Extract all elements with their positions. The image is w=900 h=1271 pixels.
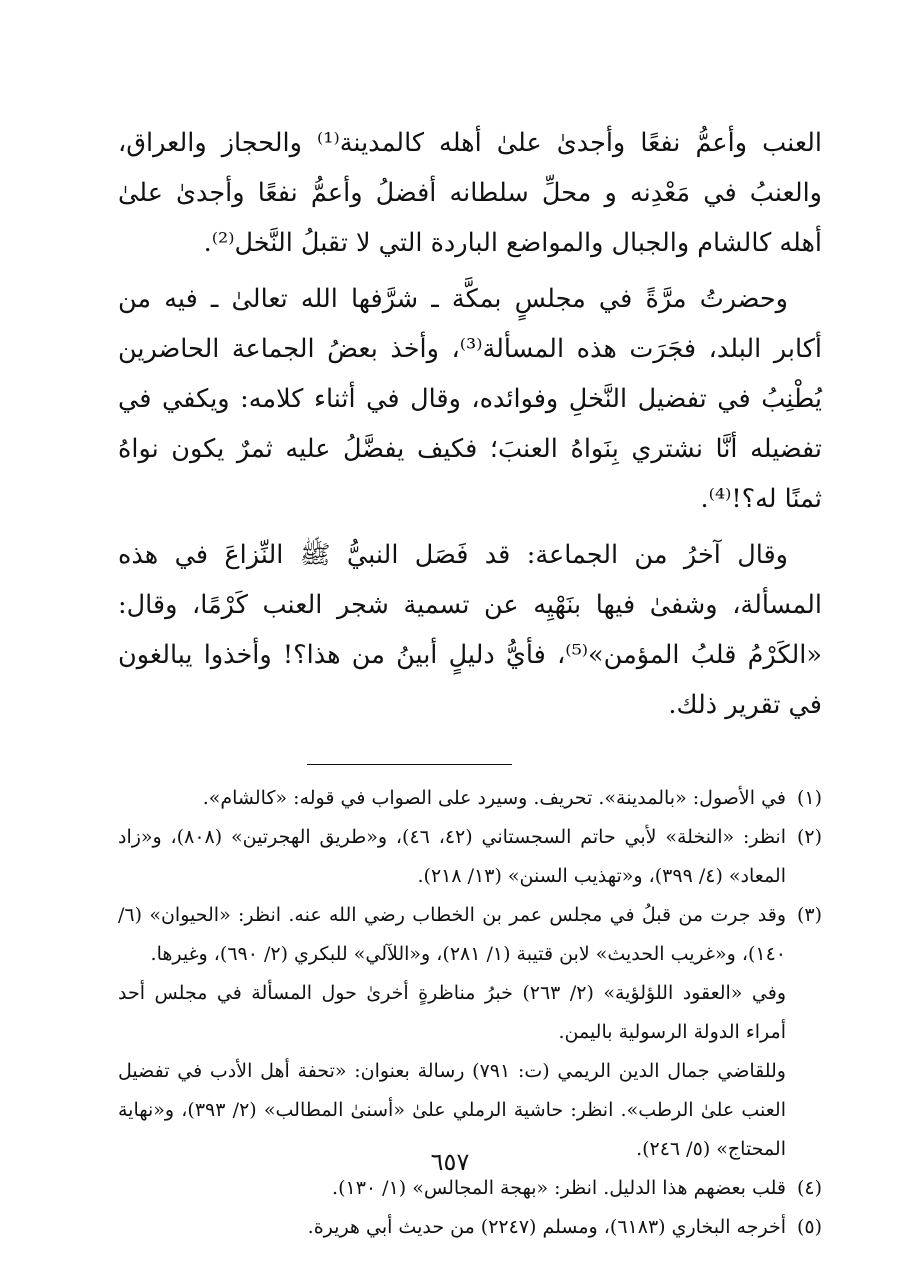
footnote-text: وفي «العقود اللؤلؤية» (٢/ ٢٦٣) خبرُ مناظرةٍ أخرىٰ حول المسألة في مجلس أحد أمراء الدولة الرسولية باليمن.	[118, 982, 786, 1043]
footnote-number: (٤)	[796, 1177, 822, 1199]
footnotes	[118, 779, 822, 1247]
footnote-text: وقد جرت من قبلُ في مجلس عمر بن الخطاب رضي الله عنه. انظر: «الحيوان» (٦/ ١٤٠)، و«غريب الحديث» لابن قتيبة (١/ ٢٨١)، و«اللآلي» للبكري (٢/ ٦٩٠)، وغيرها.	[118, 904, 786, 965]
footnote-body	[118, 779, 786, 818]
footnote-number: (٥)	[796, 1216, 822, 1238]
main-text	[118, 118, 822, 730]
footnote-text: قلب بعضهم هذا الدليل. انظر: «بهجة المجالس» (١/ ١٣٠).	[332, 1177, 786, 1199]
footnote-body	[118, 1208, 786, 1247]
footnote-5	[118, 1208, 822, 1247]
footnote-text: أخرجه البخاري (٦١٨٣)، ومسلم (٢٢٤٧) من حديث أبي هريرة.	[307, 1216, 786, 1238]
paragraph-1: العنب وأعمُّ نفعًا وأجدىٰ علىٰ أهله كالمدينة⁽¹⁾ والحجاز والعراق، والعنبُ في مَعْدِنه و محلِّ سلطانه أفضلُ وأعمُّ نفعًا وأجدىٰ علىٰ أهله كالشام والجبال والمواضع الباردة التي لا تقبلُ النَّخل⁽²⁾.	[118, 128, 822, 258]
footnote-text: وللقاضي جمال الدين الريمي (ت: ٧٩١) رسالة بعنوان: «تحفة أهل الأدب في تفضيل العنب علىٰ الرطب». انظر: حاشية الرملي علىٰ «أسنىٰ المطالب» (٢/ ٣٩٣)، و«نهاية المحتاج» (٥/ ٢٤٦).	[118, 1060, 786, 1160]
page-number: ٦٥٧	[430, 1148, 470, 1176]
paragraph-3: وقال آخرُ من الجماعة: قد فَصَل النبيُّ ﷺ النِّزاعَ في هذه المسألة، وشفىٰ فيها بنَهْيِه عن تسمية شجر العنب كَرْمًا، وقال: «الكَرْمُ قلبُ المؤمن»⁽⁵⁾، فأيُّ دليلٍ أبينُ من هذا؟! وأخذوا يبالغون في تقرير ذلك.	[118, 540, 822, 720]
page	[118, 118, 822, 1247]
paragraph-2: وحضرتُ مرَّةً في مجلسٍ بمكَّة ـ شرَّفها الله تعالىٰ ـ فيه من أكابر البلد، فجَرَت هذه المسألة⁽³⁾، وأخذ بعضُ الجماعة الحاضرين يُطْنِبُ في تفضيل النَّخلِ وفوائده، وقال في أثناء كلامه: ويكفي في تفضيله أنَّا نشتري بِنَواهُ العنبَ؛ فكيف يفضَّلُ عليه ثمرٌ يكون نواهُ ثمنًا له؟!⁽⁴⁾.	[118, 284, 822, 514]
footnote-number: (١)	[796, 787, 822, 809]
footnote-body	[118, 818, 786, 896]
footnote-1	[118, 779, 822, 818]
footnote-body	[118, 896, 786, 1169]
footnote-number: (٢)	[796, 826, 822, 848]
footnote-text: انظر: «النخلة» لأبي حاتم السجستاني (٤٢، ٤٦)، و«طريق الهجرتين» (٨٠٨)، و«زاد المعاد» (٤/ ٣٩٩)، و«تهذيب السنن» (١٣/ ٢١٨).	[118, 826, 787, 887]
footnote-2	[118, 818, 822, 896]
footnote-separator	[307, 764, 512, 765]
footnote-number: (٣)	[796, 904, 822, 926]
footnote-3	[118, 896, 822, 1169]
footnote-text: في الأصول: «بالمدينة». تحريف. وسيرد على الصواب في قوله: «كالشام».	[202, 787, 786, 809]
